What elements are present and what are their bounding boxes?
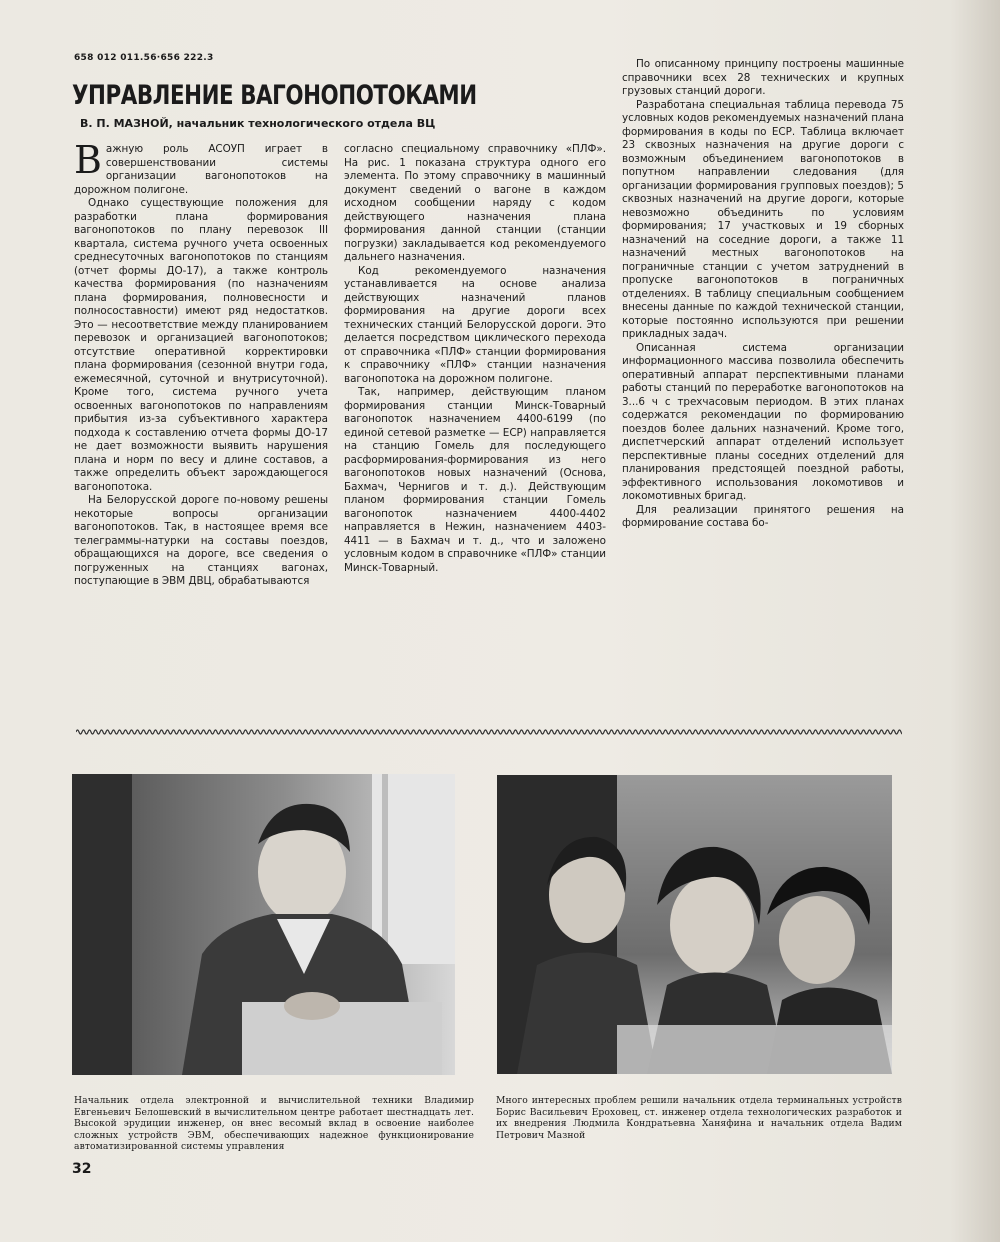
page-number: 32 (72, 1161, 92, 1177)
wavy-divider (76, 726, 902, 738)
article-title: УПРАВЛЕНИЕ ВАГОНОПОТОКАМИ (72, 80, 477, 111)
paragraph: Для реализации принятого решения на формирование состава бо- (622, 503, 904, 529)
drop-cap: В (74, 143, 102, 182)
paragraph: Код рекомендуемого назначения устанавливается на основе анализа действующих назначений планов формирования на другие дороги всех технических станций Белорусской дороги. Это делается посредством циклического перехода от справочника «ПЛФ» станции формирования к справочнику «ПЛФ» станции назначения вагонопотока на дорожном полигоне. (344, 264, 606, 385)
paragraph: Однако существующие положения для разработки плана формирования вагонопотоков по плану перевозок III квартала, система ручного учета освоенных среднесуточных вагонопотоков по станциям (отчет формы ДО-17), а также контроль качества формирования (по назначениям плана формирования, полновесности и полносоставности) имеют ряд недостатков. Это — несоответствие между планированием перевозок и организацией вагонопотоков; отсутствие оперативной корректировки плана формирования (сезонной внутри года, ежемесячной, суточной и внутрисуточной). Кроме того, система ручного учета освоенных вагонопотоков по направлениям прибытия из-за субъективного характера подхода к составлению отчета формы ДО-17 не дает возможности выявить нарушения плана и норм по весу и длине составов, а также определить объект зарождающегося вагонопотока. (74, 197, 328, 493)
udc-code: 658 012 011.56·656 222.3 (74, 53, 214, 63)
text-column-3 (622, 58, 904, 683)
paragraph: согласно специальному справочнику «ПЛФ». На рис. 1 показана структура одного его элемента. По этому справочнику в машинный документ сведений о вагоне в каждом исходном сообщении наряду с кодом действующего назначения плана формирования данной станции (станции погрузки) закладывается код рекомендуемого дальнего назначения. (344, 143, 606, 263)
text-column-1 (74, 143, 328, 683)
paragraph: На Белорусской дороге по-новому решены некоторые вопросы организации вагонопотоков. Так, в настоящее время все телеграммы-натурки на составы поездов, обращающихся на дороге, все сведения о погруженных на станциях вагонах, поступающие в ЭВМ ДВЦ, обрабатываются (74, 494, 328, 587)
paragraph: Важную роль АСОУП играет в совершенствовании системы организации вагонопотоков на дорожном полигоне. (74, 143, 328, 196)
photo-man-at-desk (72, 774, 455, 1075)
text-column-2 (344, 143, 606, 683)
paragraph: Описанная система организации информационного массива позволила обеспечить оперативный аппарат перспективными планами работы станций по переработке вагонопотоков на 3...6 ч с трехчасовым периодом. В этих планах содержатся рекомендации по формированию поездов более дальних назначений. Кроме того, диспетчерский аппарат отделений использует перспективные планы соседних отделений для планирования предстоящей поездной работы, эффективного использования локомотивов и локомотивных бригад. (622, 341, 904, 502)
paragraph: Так, например, действующим планом формирования станции Минск-Товарный вагонопоток назначением 4400-6199 (по единой сетевой разметке — ЕСР) направляется на станцию Гомель для последующего расформирования-формирования из него вагонопотоков новых назначений (Основа, Бахмач, Чернигов и т. д.). Действующим планом формирования станции Гомель вагонопоток назначением 4400-4402 направляется в Нежин, назначением 4403-4411 — в Бахмач и т. д., что и заложено условным кодом в справочнике «ПЛФ» станции Минск-Товарный. (344, 386, 606, 574)
photo-caption-right: Много интересных проблем решили начальник отдела терминальных устройств Борис Васильевич Ероховец, ст. инженер отдела технологических разработок и их внедрения Людмила Кондратьевна Ханяфина и начальник отдела Вадим Петрович Мазной (496, 1095, 902, 1141)
paragraph: По описанному принципу построены машинные справочники всех 28 технических и крупных грузовых станций дороги. (622, 58, 904, 97)
photo-three-colleagues (497, 775, 892, 1074)
paragraph: Разработана специальная таблица перевода 75 условных кодов рекомендуемых назначений плана формирования в коды по ЕСР. Таблица включает 23 сквозных назначения на другие дороги с возможным объединением вагонопотоков в попутном направлении следования (для организации формирования групповых поездов); 5 сквозных назначений на другие дороги, которые невозможно объединить по условиям формирования; 17 участковых и 19 сборных назначений на соседние дороги, а также 11 назначений местных вагонопотоков на пограничные станции с учетом затруднений в пропуске вагонопотоков в пограничных отделениях. В таблицу специальным сообщением внесены данные по каждой технической станции, которые постоянно используются при решении прикладных задач. (622, 98, 904, 340)
photo-caption-left: Начальник отдела электронной и вычислительной техники Владимир Евгеньевич Белошевский в вычислительном центре работает шестнадцать лет. Высокой эрудиции инженер, он внес весомый вклад в освоение наиболее сложных устройств ЭВМ, обеспечивающих надежное функционирование автоматизированной системы управления (74, 1095, 474, 1152)
article-author: В. П. МАЗНОЙ, начальник технологического отдела ВЦ (80, 117, 436, 130)
